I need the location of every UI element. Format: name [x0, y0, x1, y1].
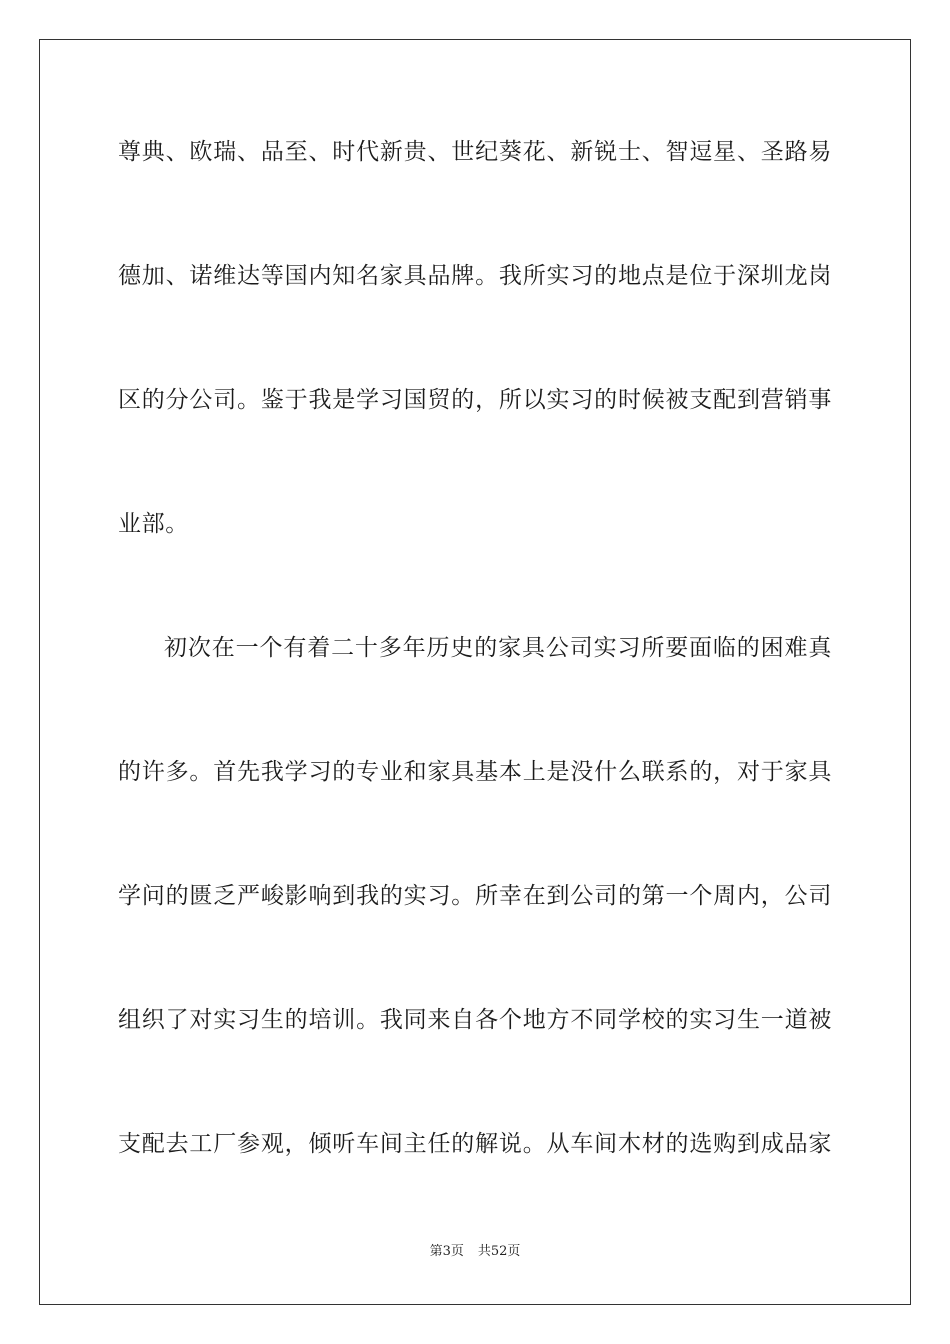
text-line: 学问的匮乏严峻影响到我的实习。所幸在到公司的第一个周内，公司	[118, 883, 832, 909]
text-line: 支配去工厂参观，倾听车间主任的解说。从车间木材的选购到成品家	[118, 1131, 832, 1157]
page-footer	[0, 1243, 950, 1261]
page-number: 第3页	[429, 1244, 464, 1259]
text-line: 区的分公司。鉴于我是学习国贸的，所以实习的时候被支配到营销事	[118, 387, 832, 413]
text-line: 业部。	[118, 511, 189, 537]
text-line: 的许多。首先我学习的专业和家具基本上是没什么联系的，对于家具	[118, 759, 832, 785]
text-line: 尊典、欧瑞、品至、时代新贵、世纪葵花、新锐士、智逗星、圣路易	[118, 139, 832, 165]
page-border	[39, 39, 911, 1305]
page-total: 共52页	[477, 1244, 521, 1259]
paragraph-first-line: 初次在一个有着二十多年历史的家具公司实习所要面临的困难真	[164, 635, 832, 661]
text-line: 组织了对实习生的培训。我同来自各个地方不同学校的实习生一道被	[118, 1007, 832, 1033]
text-line: 德加、诺维达等国内知名家具品牌。我所实习的地点是位于深圳龙岗	[118, 263, 832, 289]
